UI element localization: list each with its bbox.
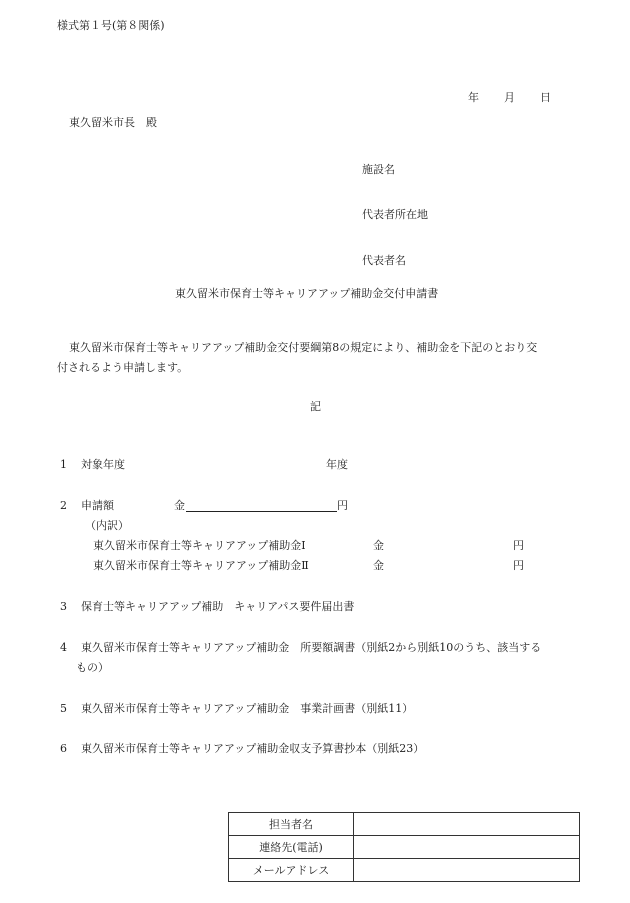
amount-blank-line <box>186 511 337 512</box>
contact-person-field[interactable] <box>354 813 580 836</box>
item-number: 2 <box>60 499 67 512</box>
breakdown-label: （内訳） <box>85 519 129 532</box>
item-number: 5 <box>60 702 67 715</box>
ki-heading: 記 <box>310 400 321 413</box>
item-label-continued: もの） <box>76 661 109 674</box>
fiscal-year-suffix: 年度 <box>326 458 348 471</box>
document-title: 東久留米市保育士等キャリアアップ補助金交付申請書 <box>175 287 439 300</box>
date-year: 年 <box>468 91 479 104</box>
table-row <box>229 859 580 882</box>
date-month: 月 <box>504 91 515 104</box>
form-number: 様式第１号(第８関係) <box>57 19 165 32</box>
addressee: 東久留米市長 殿 <box>69 116 157 129</box>
representative-address-label: 代表者所在地 <box>362 208 428 221</box>
item-number: 4 <box>60 641 67 654</box>
amount-kin: 金 <box>174 499 185 512</box>
item-label: 東久留米市保育士等キャリアアップ補助金収支予算書抄本（別紙23） <box>81 742 425 755</box>
body-line-1: 東久留米市保育士等キャリアアップ補助金交付要綱第8の規定により、補助金を下記のとおり交 <box>69 341 538 354</box>
amount-yen: 円 <box>337 499 348 512</box>
item-label: 対象年度 <box>81 458 125 471</box>
phone-label: 連絡先(電話) <box>229 836 354 859</box>
body-line-2: 付されるよう申請します。 <box>57 361 189 374</box>
contact-person-label: 担当者名 <box>229 813 354 836</box>
breakdown-1-kin: 金 <box>373 539 384 552</box>
item-label: 申請額 <box>81 499 114 512</box>
phone-field[interactable] <box>354 836 580 859</box>
representative-name-label: 代表者名 <box>362 254 406 267</box>
breakdown-1-yen: 円 <box>513 539 524 552</box>
breakdown-1-label: 東久留米市保育士等キャリアアップ補助金Ⅰ <box>93 539 306 552</box>
item-number: 3 <box>60 600 67 613</box>
item-label: 東久留米市保育士等キャリアアップ補助金 所要額調書（別紙2から別紙10のうち、該当する <box>81 641 542 654</box>
breakdown-2-yen: 円 <box>513 559 524 572</box>
breakdown-2-kin: 金 <box>373 559 384 572</box>
email-label: メールアドレス <box>229 859 354 882</box>
facility-name-label: 施設名 <box>362 163 395 176</box>
contact-table <box>228 812 580 882</box>
email-field[interactable] <box>354 859 580 882</box>
item-label: 東久留米市保育士等キャリアアップ補助金 事業計画書（別紙11） <box>81 702 414 715</box>
item-label: 保育士等キャリアアップ補助 キャリアパス要件届出書 <box>81 600 355 613</box>
table-row <box>229 813 580 836</box>
breakdown-2-label: 東久留米市保育士等キャリアアップ補助金Ⅱ <box>93 559 309 572</box>
item-number: 6 <box>60 742 67 755</box>
item-number: 1 <box>60 458 67 471</box>
date-day: 日 <box>540 91 551 104</box>
table-row <box>229 836 580 859</box>
